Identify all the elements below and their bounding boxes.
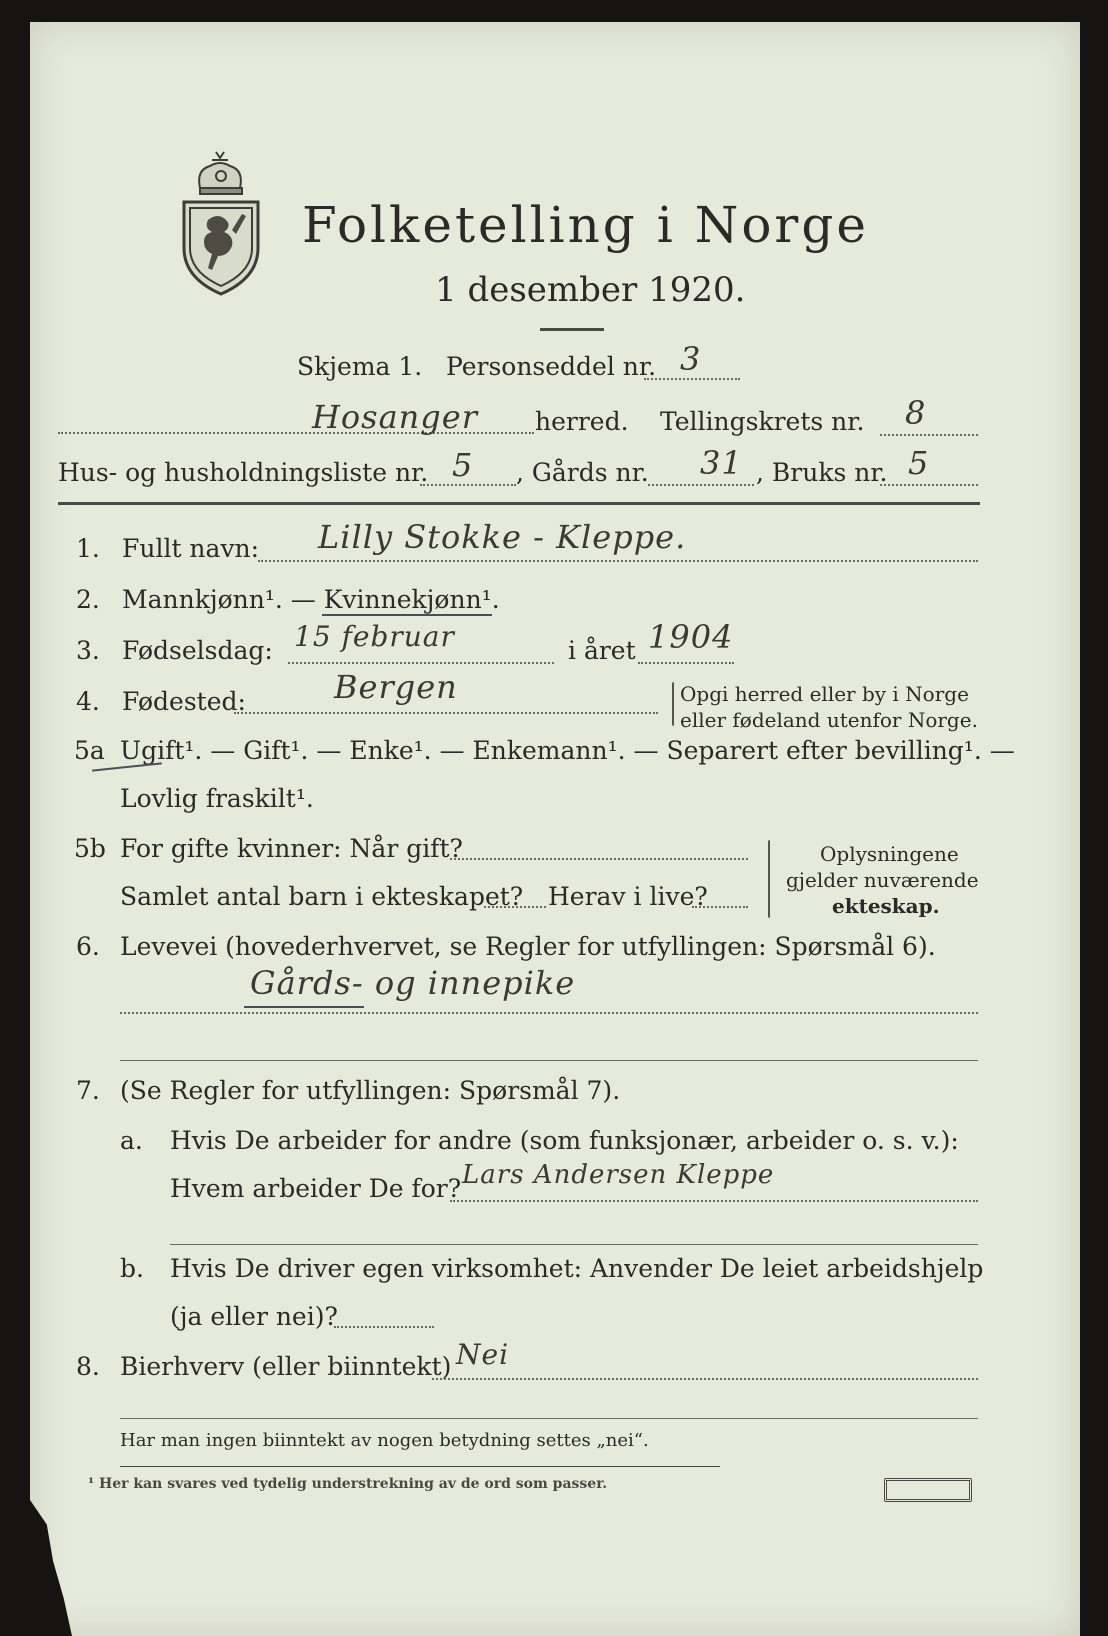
birth-year-value: 1904 xyxy=(648,618,734,656)
tellingskrets-value: 8 xyxy=(905,394,927,432)
q8-label: Bierhverv (eller biinntekt) xyxy=(120,1352,452,1381)
q3-label: Fødselsdag: xyxy=(122,636,273,665)
gards-line xyxy=(648,484,754,486)
birth-day-value: 15 februar xyxy=(294,620,455,653)
q3-day-line xyxy=(288,662,554,664)
q1-line xyxy=(258,560,978,562)
q6-label: Levevei (hovederhvervet, se Regler for utfyllingen: Spørsmål 6). xyxy=(120,932,936,961)
header-divider xyxy=(58,502,980,505)
footer-instruction: Har man ingen biinntekt av nogen betydning settes „nei“. xyxy=(120,1430,649,1451)
q5b-bracket xyxy=(768,840,770,918)
census-date: 1 desember 1920. xyxy=(435,270,746,310)
skjema-label: Skjema 1. xyxy=(297,352,423,381)
q5b-when-line xyxy=(450,858,748,860)
birthplace-value: Bergen xyxy=(334,668,458,706)
q6-line2 xyxy=(120,1060,978,1061)
husholdning-value: 5 xyxy=(452,446,474,484)
full-name-value: Lilly Stokke - Kleppe. xyxy=(318,518,687,556)
employer-value: Lars Andersen Kleppe xyxy=(462,1160,775,1190)
q7a-label: Hvis De arbeider for andre (som funksjonær, arbeider o. s. v.): xyxy=(170,1126,959,1155)
printer-stamp xyxy=(884,1478,972,1502)
q1-label: Fullt navn: xyxy=(122,534,260,563)
q4-note-line1: Opgi herred eller by i Norge xyxy=(680,682,969,706)
q5a-label: Ugift¹. — Gift¹. — Enke¹. — Enkemann¹. — Separert efter bevilling¹. — xyxy=(120,736,1015,765)
personseddel-value: 3 xyxy=(680,340,702,378)
q4-bracket xyxy=(672,682,674,726)
tellingskrets-label: Tellingskrets nr. xyxy=(660,407,865,436)
q4-number: 4. xyxy=(76,687,100,716)
q5b-note-line1: Oplysningene xyxy=(820,842,959,866)
husholdning-line xyxy=(420,484,516,486)
herred-label: herred. xyxy=(535,407,629,436)
q6-number: 6. xyxy=(76,932,100,961)
q7a-line xyxy=(450,1200,978,1202)
q3-year-label: i året xyxy=(568,636,636,665)
q6-line1 xyxy=(120,1012,978,1014)
tellingskrets-line xyxy=(880,434,978,436)
gards-value: 31 xyxy=(700,444,743,482)
q7-number: 7. xyxy=(76,1076,100,1105)
husholdning-label: Hus- og husholdningsliste nr. xyxy=(58,458,429,487)
bruks-label: , Bruks nr. xyxy=(756,458,888,487)
q3-number: 3. xyxy=(76,636,100,665)
personseddel-label: Personseddel nr. xyxy=(446,352,657,381)
form-title: Folketelling i Norge xyxy=(302,196,869,254)
bruks-line xyxy=(880,484,978,486)
q7a-line2 xyxy=(170,1244,978,1245)
q5b-alive-label: Herav i live? xyxy=(548,882,708,911)
q7-label: (Se Regler for utfyllingen: Spørsmål 7). xyxy=(120,1076,621,1105)
q5b-note-line3: ekteskap. xyxy=(832,894,940,918)
q4-label: Fødested: xyxy=(122,687,246,716)
q5a-number: 5a xyxy=(74,736,105,765)
q7a-number: a. xyxy=(120,1126,143,1155)
q5b-label: For gifte kvinner: Når gift? xyxy=(120,834,463,863)
footnote-divider xyxy=(120,1466,720,1467)
norway-coat-of-arms-icon xyxy=(178,148,264,298)
bruks-value: 5 xyxy=(908,444,930,482)
occupation-underline xyxy=(244,1006,364,1008)
q2-number: 2. xyxy=(76,585,100,614)
q5a-label-line2: Lovlig fraskilt¹. xyxy=(120,784,314,813)
personseddel-line xyxy=(644,378,740,380)
q4-line xyxy=(234,712,658,714)
q5b-children-line xyxy=(484,906,546,908)
q7b-line xyxy=(334,1326,434,1328)
q1-number: 1. xyxy=(76,534,100,563)
q5b-children-label: Samlet antal barn i ekteskapet? xyxy=(120,882,524,911)
herred-value: Hosanger xyxy=(312,398,478,436)
footnote: ¹ Her kan svares ved tydelig understrekning av de ord som passer. xyxy=(88,1476,608,1492)
q8-line2 xyxy=(120,1418,978,1419)
q5b-number: 5b xyxy=(74,834,106,863)
q7b-label: Hvis De driver egen virksomhet: Anvender De leiet arbeidshjelp xyxy=(170,1254,984,1283)
kvinnekjonn-underline xyxy=(322,614,492,616)
side-income-value: Nei xyxy=(456,1338,510,1371)
q7b-number: b. xyxy=(120,1254,144,1283)
q7b-label-line2: (ja eller nei)? xyxy=(170,1302,338,1331)
title-divider xyxy=(540,328,604,331)
q2-label: Mannkjønn¹. — Kvinnekjønn¹. xyxy=(122,585,500,614)
gards-label: , Gårds nr. xyxy=(516,458,649,487)
q5b-note-line2: gjelder nuværende xyxy=(786,868,979,892)
q8-line xyxy=(432,1378,978,1380)
q8-number: 8. xyxy=(76,1352,100,1381)
occupation-value: Gårds- og innepike xyxy=(250,964,576,1002)
q7a-label-line2: Hvem arbeider De for? xyxy=(170,1174,462,1203)
q3-year-line xyxy=(638,662,734,664)
q5b-alive-line xyxy=(692,906,748,908)
q4-note-line2: eller fødeland utenfor Norge. xyxy=(680,708,978,732)
